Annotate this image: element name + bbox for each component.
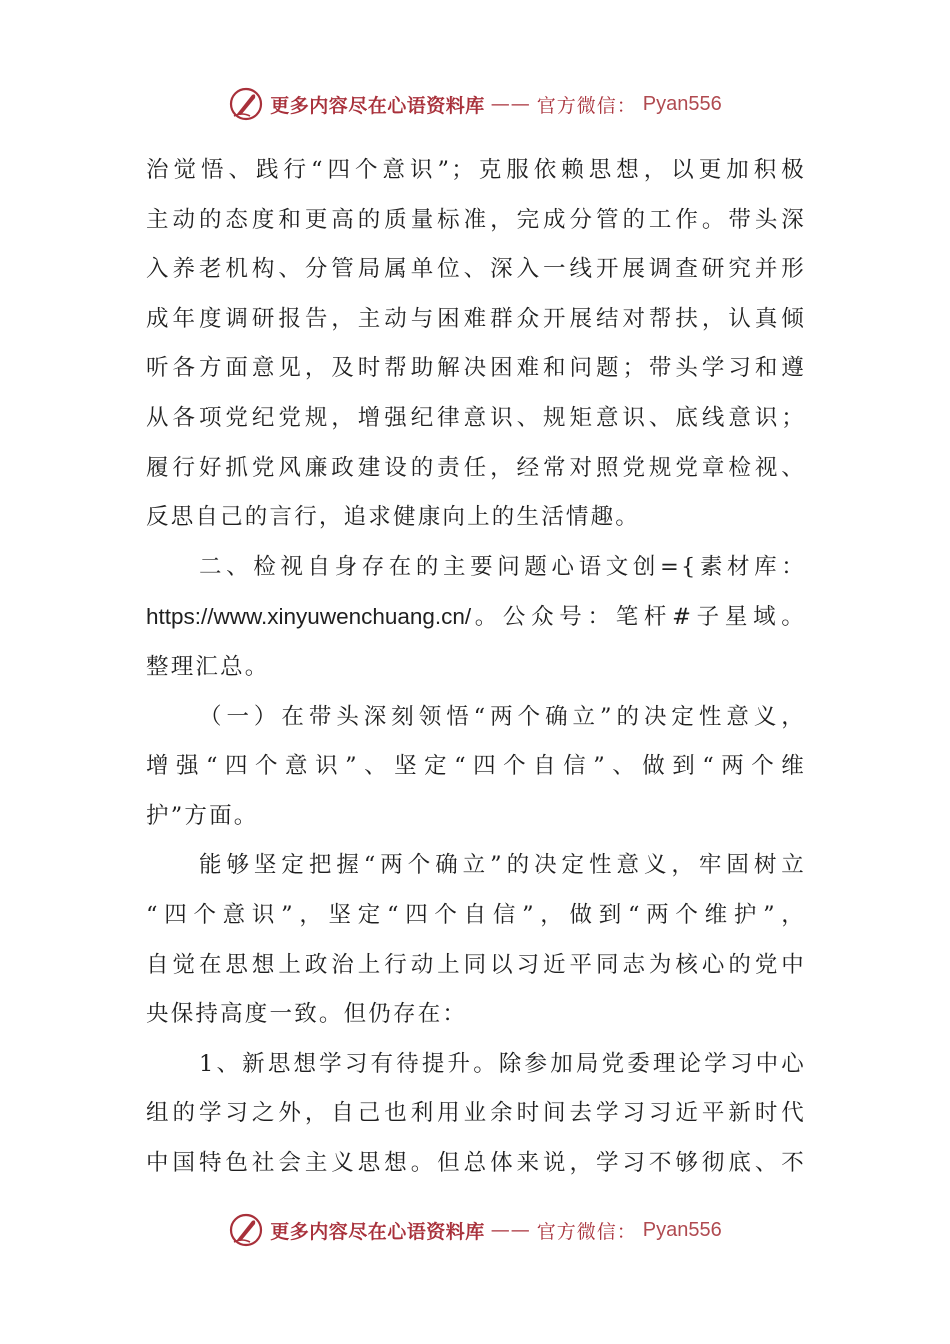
p1-line-3: 入养老机构、分管局属单位、深入一线开展调查研究并形 [146, 256, 806, 283]
p2-line-1: 二、检视自身存在的主要问题心语文创={素材库： [199, 553, 806, 580]
p1-line-7: 履行好抓党风廉政建设的责任，经常对照党规党章检视、 [146, 454, 806, 481]
p5-line-1: 1、新思想学习有待提升。除参加局党委理论学习中心 [199, 1050, 806, 1077]
p1-line-2: 主动的态度和更高的质量标准，完成分管的工作。带头深 [146, 206, 806, 233]
document-body [146, 146, 806, 1188]
p4-line-3: 自觉在思想上政治上行动上同以习近平同志为核心的党中 [146, 951, 806, 978]
p2-line-3: 整理汇总。 [146, 653, 270, 680]
p4-line-2: “四个意识”，坚定“四个自信”，做到“两个维护”， [146, 901, 806, 928]
header-banner [0, 84, 950, 124]
p2-line-2 [146, 592, 806, 643]
banner-dash: —— [490, 1219, 531, 1241]
p1-line-6: 从各项党纪党规，增强纪律意识、规矩意识、底线意识； [146, 404, 806, 431]
footer-banner [0, 1210, 950, 1250]
p3-line-3: 护”方面。 [146, 802, 259, 829]
p1-line-8: 反思自己的言行，追求健康向上的生活情趣。 [146, 504, 641, 531]
p1-line-1: 治觉悟、践行“四个意识”；克服依赖思想，以更加积极 [146, 157, 806, 183]
p4-line-1: 能够坚定把握“两个确立”的决定性意义，牢固树立 [199, 852, 806, 879]
banner-text: 更多内容尽在心语资料库 [270, 1220, 485, 1243]
banner-sub: 官方微信： [536, 1220, 637, 1243]
p3-line-2: 增强“四个意识”、坚定“四个自信”、做到“两个维 [146, 753, 806, 780]
p5-line-2: 组的学习之外，自己也利用业余时间去学习习近平新时代 [146, 1100, 806, 1127]
p2-line-2-rest: 。公众号：笔杆#子星域。 [471, 604, 806, 631]
banner-wechat-id: Pyan556 [642, 1218, 722, 1241]
quill-logo-icon [228, 86, 264, 122]
p1-line-4: 成年度调研报告，主动与困难群众开展结对帮扶，认真倾 [146, 305, 806, 332]
banner-dash: —— [490, 93, 531, 115]
banner-wechat-id: Pyan556 [642, 92, 722, 115]
banner-sub: 官方微信： [536, 94, 637, 117]
p1-line-5: 听各方面意见，及时帮助解决困难和问题；带头学习和遵 [146, 355, 806, 382]
banner-text: 更多内容尽在心语资料库 [270, 94, 485, 117]
p4-line-4: 央保持高度一致。但仍存在： [146, 1001, 468, 1028]
p5-line-3: 中国特色社会主义思想。但总体来说，学习不够彻底、不 [146, 1149, 806, 1176]
p3-line-1: （一）在带头深刻领悟“两个确立”的决定性意义， [199, 703, 806, 730]
source-url: https://www.xinyuwenchuang.cn/ [146, 604, 472, 630]
quill-logo-icon [228, 1212, 264, 1248]
